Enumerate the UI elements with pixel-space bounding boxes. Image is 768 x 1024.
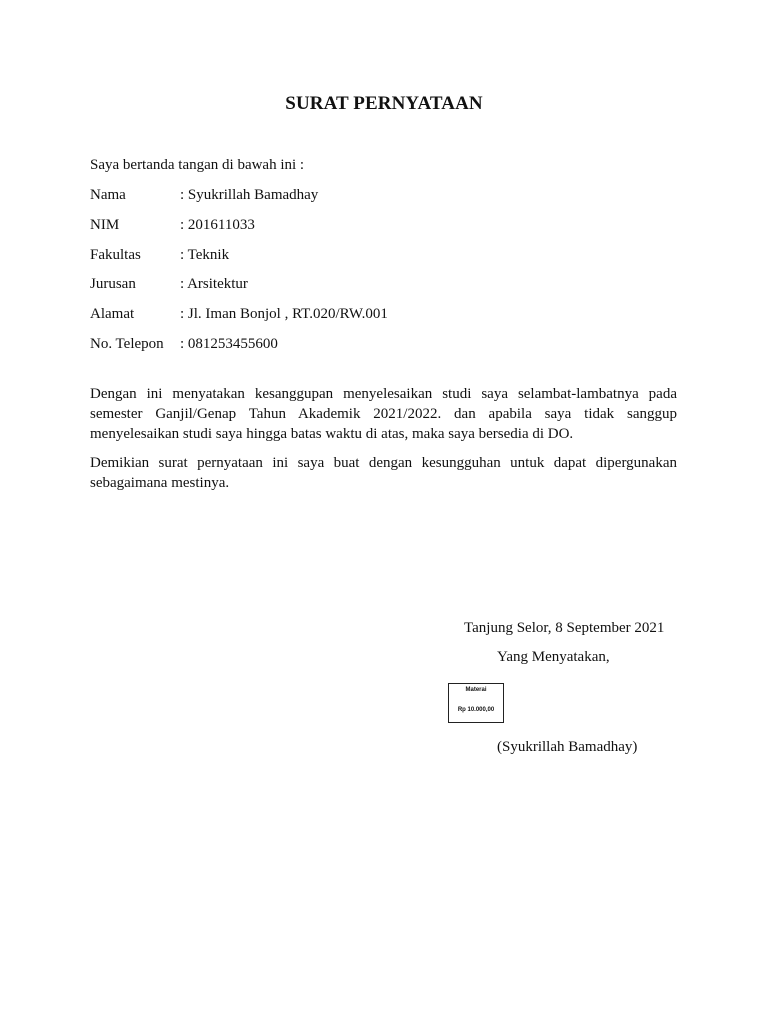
- page-title: SURAT PERNYATAAN: [285, 93, 483, 114]
- stamp-label: Materai: [465, 687, 487, 693]
- stamp-value: Rp 10.000,00: [457, 707, 495, 713]
- field-value: : 081253455600: [180, 336, 278, 352]
- signer-name: (Syukrillah Bamadhay): [497, 739, 638, 755]
- field-label: No. Telepon: [90, 336, 164, 352]
- field-nama: [90, 187, 318, 204]
- field-value: : 201611033: [180, 217, 255, 233]
- field-label: Nama: [90, 187, 126, 203]
- field-value: : Teknik: [180, 247, 230, 263]
- field-alamat: [90, 306, 388, 323]
- field-label: Jurusan: [90, 276, 136, 292]
- field-label: Alamat: [90, 306, 135, 322]
- field-label: Fakultas: [90, 247, 141, 263]
- statement-paragraph: Dengan ini menyatakan kesanggupan menyelesaikan studi saya selambat-lambatnya pada semester Ganjil/Genap Tahun Akademik 2021/2022. dan apabila saya tidak sanggup menyelesaikan studi saya hingga batas waktu di atas, maka saya bersedia di DO.: [90, 386, 677, 442]
- field-fakultas: [90, 247, 229, 264]
- field-telepon: [90, 336, 278, 353]
- materai-stamp: [448, 683, 504, 723]
- intro-text: Saya bertanda tangan di bawah ini :: [90, 157, 305, 173]
- place-date: Tanjung Selor, 8 September 2021: [464, 620, 665, 636]
- closing-paragraph: Demikian surat pernyataan ini saya buat dengan kesungguhan untuk dapat dipergunakan sebagaimana mestinya.: [90, 455, 677, 491]
- field-value: : Syukrillah Bamadhay: [180, 187, 319, 203]
- field-jurusan: [90, 276, 248, 293]
- field-value: : Jl. Iman Bonjol , RT.020/RW.001: [180, 306, 388, 322]
- stated-by: Yang Menyatakan,: [497, 649, 610, 665]
- field-nim: [90, 217, 255, 234]
- field-label: NIM: [90, 217, 120, 233]
- field-value: : Arsitektur: [180, 276, 248, 292]
